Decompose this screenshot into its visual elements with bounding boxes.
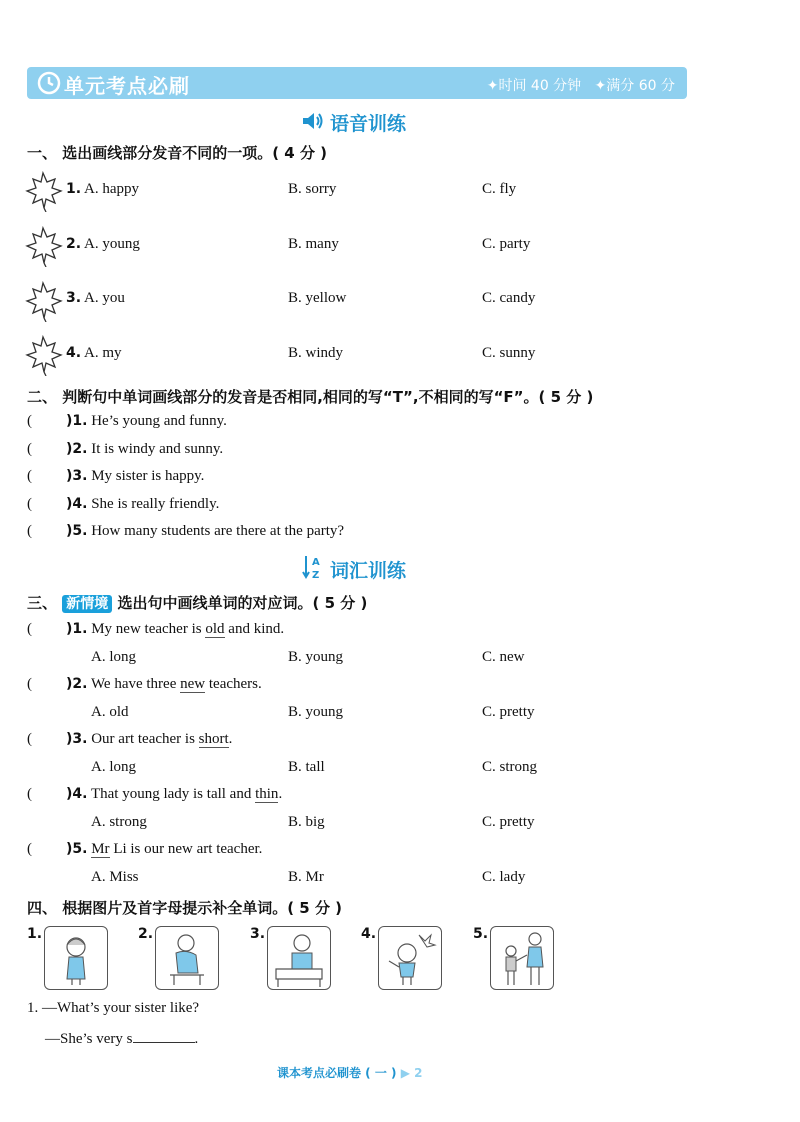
header-meta bbox=[487, 75, 675, 95]
q3-option-a: A. long bbox=[91, 759, 136, 775]
sort-az-icon bbox=[302, 554, 324, 580]
picture-box bbox=[267, 926, 331, 990]
pic-number: 5. bbox=[473, 926, 489, 942]
q1-option-b: B. yellow bbox=[288, 290, 347, 306]
q3-option-c: C. pretty bbox=[482, 814, 535, 830]
new-context-tag: 新情境 bbox=[62, 595, 112, 613]
q3-option-c: C. strong bbox=[482, 759, 538, 775]
q1-option-b: B. windy bbox=[288, 345, 344, 361]
pic-number: 4. bbox=[361, 926, 377, 942]
q3-option-c: C. new bbox=[482, 649, 525, 665]
footer bbox=[277, 1064, 422, 1081]
q3-option-b: B. tall bbox=[288, 759, 325, 775]
vocab-title: 词汇训练 bbox=[330, 560, 407, 582]
header-title: 单元考点必刷 bbox=[64, 74, 190, 98]
play-arrow-icon: ▶ bbox=[400, 1066, 410, 1080]
q1-option-c: C. candy bbox=[482, 290, 536, 306]
picture-box bbox=[44, 926, 108, 990]
pic-number: 3. bbox=[250, 926, 266, 942]
q1-item: 2. A. young bbox=[66, 236, 140, 252]
q4-line-2: —She’s very s . bbox=[45, 1028, 198, 1048]
pic-number: 1. bbox=[27, 926, 43, 942]
footer-title: 课本考点必刷卷 ( 一 ) bbox=[277, 1066, 397, 1080]
q2-item: ( )5. How many students are there at the party? bbox=[27, 523, 345, 539]
pic-number: 2. bbox=[138, 926, 154, 942]
q2-item: ( )2. It is windy and sunny. bbox=[27, 441, 224, 457]
q1-item: 4. A. my bbox=[66, 345, 122, 361]
two-people-illustration bbox=[491, 927, 553, 989]
q4-heading: 四、 根据图片及首字母提示补全单词。( 5 分 ) bbox=[27, 899, 343, 917]
svg-text:Z: Z bbox=[312, 570, 320, 580]
q3-option-a: A. long bbox=[91, 649, 136, 665]
q3-option-b: B. young bbox=[288, 704, 344, 720]
q1-option-b: B. sorry bbox=[288, 181, 337, 197]
answer-blank[interactable] bbox=[133, 1028, 195, 1043]
q3-item: ( )5. Mr Li is our new art teacher. bbox=[27, 841, 263, 857]
picture-box bbox=[378, 926, 442, 990]
q1-item: 1. A. happy bbox=[66, 181, 139, 197]
picture-box bbox=[155, 926, 219, 990]
q2-item: ( )4. She is really friendly. bbox=[27, 496, 220, 512]
full-score: ✦满分 60 分 bbox=[594, 78, 675, 94]
leaf-icon bbox=[22, 170, 64, 212]
phonics-title: 语音训练 bbox=[330, 113, 407, 135]
leaf-icon bbox=[22, 280, 64, 322]
q2-heading: 二、 判断句中单词画线部分的发音是否相同,相同的写“T”,不相同的写“F”。( 5 分 ) bbox=[27, 388, 594, 406]
q4-line-1: 1. —What’s your sister like? bbox=[27, 1000, 200, 1016]
teacher-illustration bbox=[268, 927, 330, 989]
page-number: 2 bbox=[414, 1066, 423, 1080]
q2-item: ( )3. My sister is happy. bbox=[27, 468, 205, 484]
girl-illustration bbox=[45, 927, 107, 989]
leaf-icon bbox=[22, 334, 64, 376]
q3-option-c: C. lady bbox=[482, 869, 526, 885]
q1-option-b: B. many bbox=[288, 236, 339, 252]
q3-option-a: A. strong bbox=[91, 814, 147, 830]
boy-illustration bbox=[379, 927, 441, 989]
q3-option-a: A. Miss bbox=[91, 869, 139, 885]
q1-option-c: C. party bbox=[482, 236, 531, 252]
q3-option-b: B. big bbox=[288, 814, 325, 830]
q3-item: ( )1. My new teacher is old and kind. bbox=[27, 621, 285, 637]
clock-icon bbox=[35, 69, 63, 97]
speaker-icon bbox=[301, 110, 325, 132]
time-limit: ✦时间 40 分钟 bbox=[486, 78, 582, 94]
q3-item: ( )4. That young lady is tall and thin. bbox=[27, 786, 283, 802]
q3-item: ( )3. Our art teacher is short. bbox=[27, 731, 233, 747]
q3-option-c: C. pretty bbox=[482, 704, 535, 720]
q2-item: ( )1. He’s young and funny. bbox=[27, 413, 227, 429]
svg-text:A: A bbox=[312, 557, 320, 568]
q3-option-b: B. Mr bbox=[288, 869, 324, 885]
leaf-icon bbox=[22, 225, 64, 267]
q1-option-c: C. sunny bbox=[482, 345, 536, 361]
q3-heading: 三、 新情境 选出句中画线单词的对应词。( 5 分 ) bbox=[27, 594, 368, 612]
q1-heading: 一、 选出画线部分发音不同的一项。( 4 分 ) bbox=[27, 144, 328, 162]
grandma-illustration bbox=[156, 927, 218, 989]
picture-box bbox=[490, 926, 554, 990]
q1-option-c: C. fly bbox=[482, 181, 517, 197]
q3-option-a: A. old bbox=[91, 704, 129, 720]
q3-item: ( )2. We have three new teachers. bbox=[27, 676, 262, 692]
q3-option-b: B. young bbox=[288, 649, 344, 665]
q1-item: 3. A. you bbox=[66, 290, 125, 306]
